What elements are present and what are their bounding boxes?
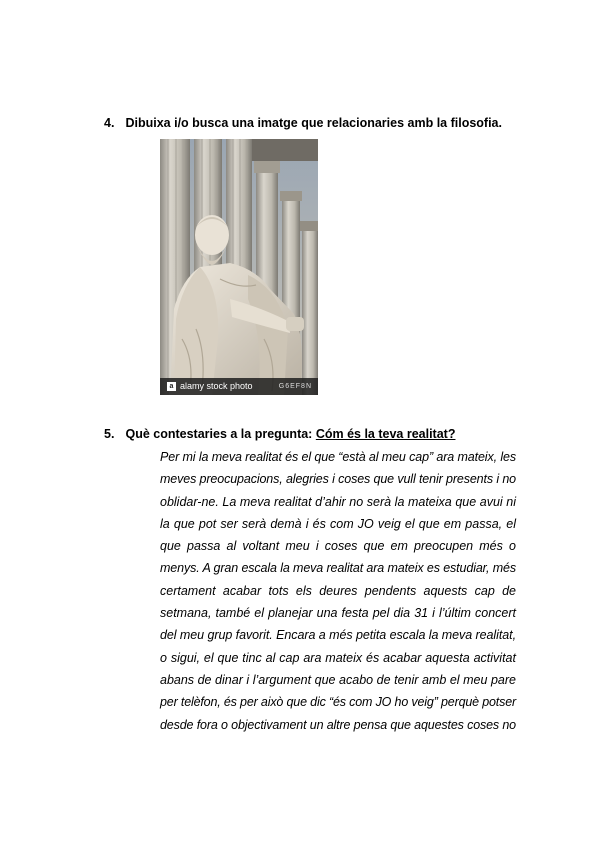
watermark-code: G6EF8N — [278, 383, 312, 390]
answer-line: per telèfon, és per això que dic “és com JO ho veig” perquè potser — [160, 695, 516, 710]
answer-line: meves preocupacions, alegries i coses que vull tenir presents i no — [160, 472, 516, 487]
question-text: Què contestaries a la pregunta: — [125, 427, 316, 441]
answer-line: la que pot ser serà demà i és com JO veig el que em passa, el — [160, 516, 516, 531]
answer-line: Per mi la meva realitat és el que “està al meu cap” ara mateix, les — [160, 450, 516, 464]
answer-paragraph — [160, 446, 516, 736]
question-text-underlined: Cóm és la teva realitat? — [315, 427, 456, 441]
answer-line: o sigui, el que tinc al cap ara mateix és acabar aquesta activitat — [160, 650, 516, 665]
alamy-logo-icon: a — [167, 382, 176, 391]
answer-line: setmana, també el planejar una festa pel dia 31 i l’últim concert — [160, 606, 516, 621]
answer-line: menys. A gran escala la meva realitat ara mateix es estudiar, més — [160, 561, 516, 576]
answer-line: abans de dinar i l’argument que acabo de tenir amb el meu pare — [160, 672, 516, 687]
philosopher-statue-image — [160, 139, 318, 395]
answer-line: oblidar-ne. La meva realitat d’ahir no serà la mateixa que avui ni — [160, 494, 516, 509]
answer-line: del meu grup favorit. Encara a més petita escala la meva realitat, — [160, 628, 516, 643]
stock-photo-watermark — [160, 378, 318, 395]
answer-line: que passa al voltant meu i coses que em preocupen més o — [160, 539, 516, 554]
statue-illustration — [160, 139, 318, 395]
question-number: 5. — [104, 427, 115, 441]
question-5 — [104, 427, 455, 441]
watermark-text: alamy stock photo — [180, 381, 253, 391]
question-4 — [104, 116, 502, 130]
answer-line: certament acabar tots els deures pendents aquests cap de — [160, 583, 516, 598]
question-text: Dibuixa i/o busca una imatge que relacionaries amb la filosofia. — [125, 116, 502, 130]
question-number: 4. — [104, 116, 115, 130]
answer-line: desde fora o objectivament un altre pensa que aquestes coses no — [160, 717, 516, 732]
